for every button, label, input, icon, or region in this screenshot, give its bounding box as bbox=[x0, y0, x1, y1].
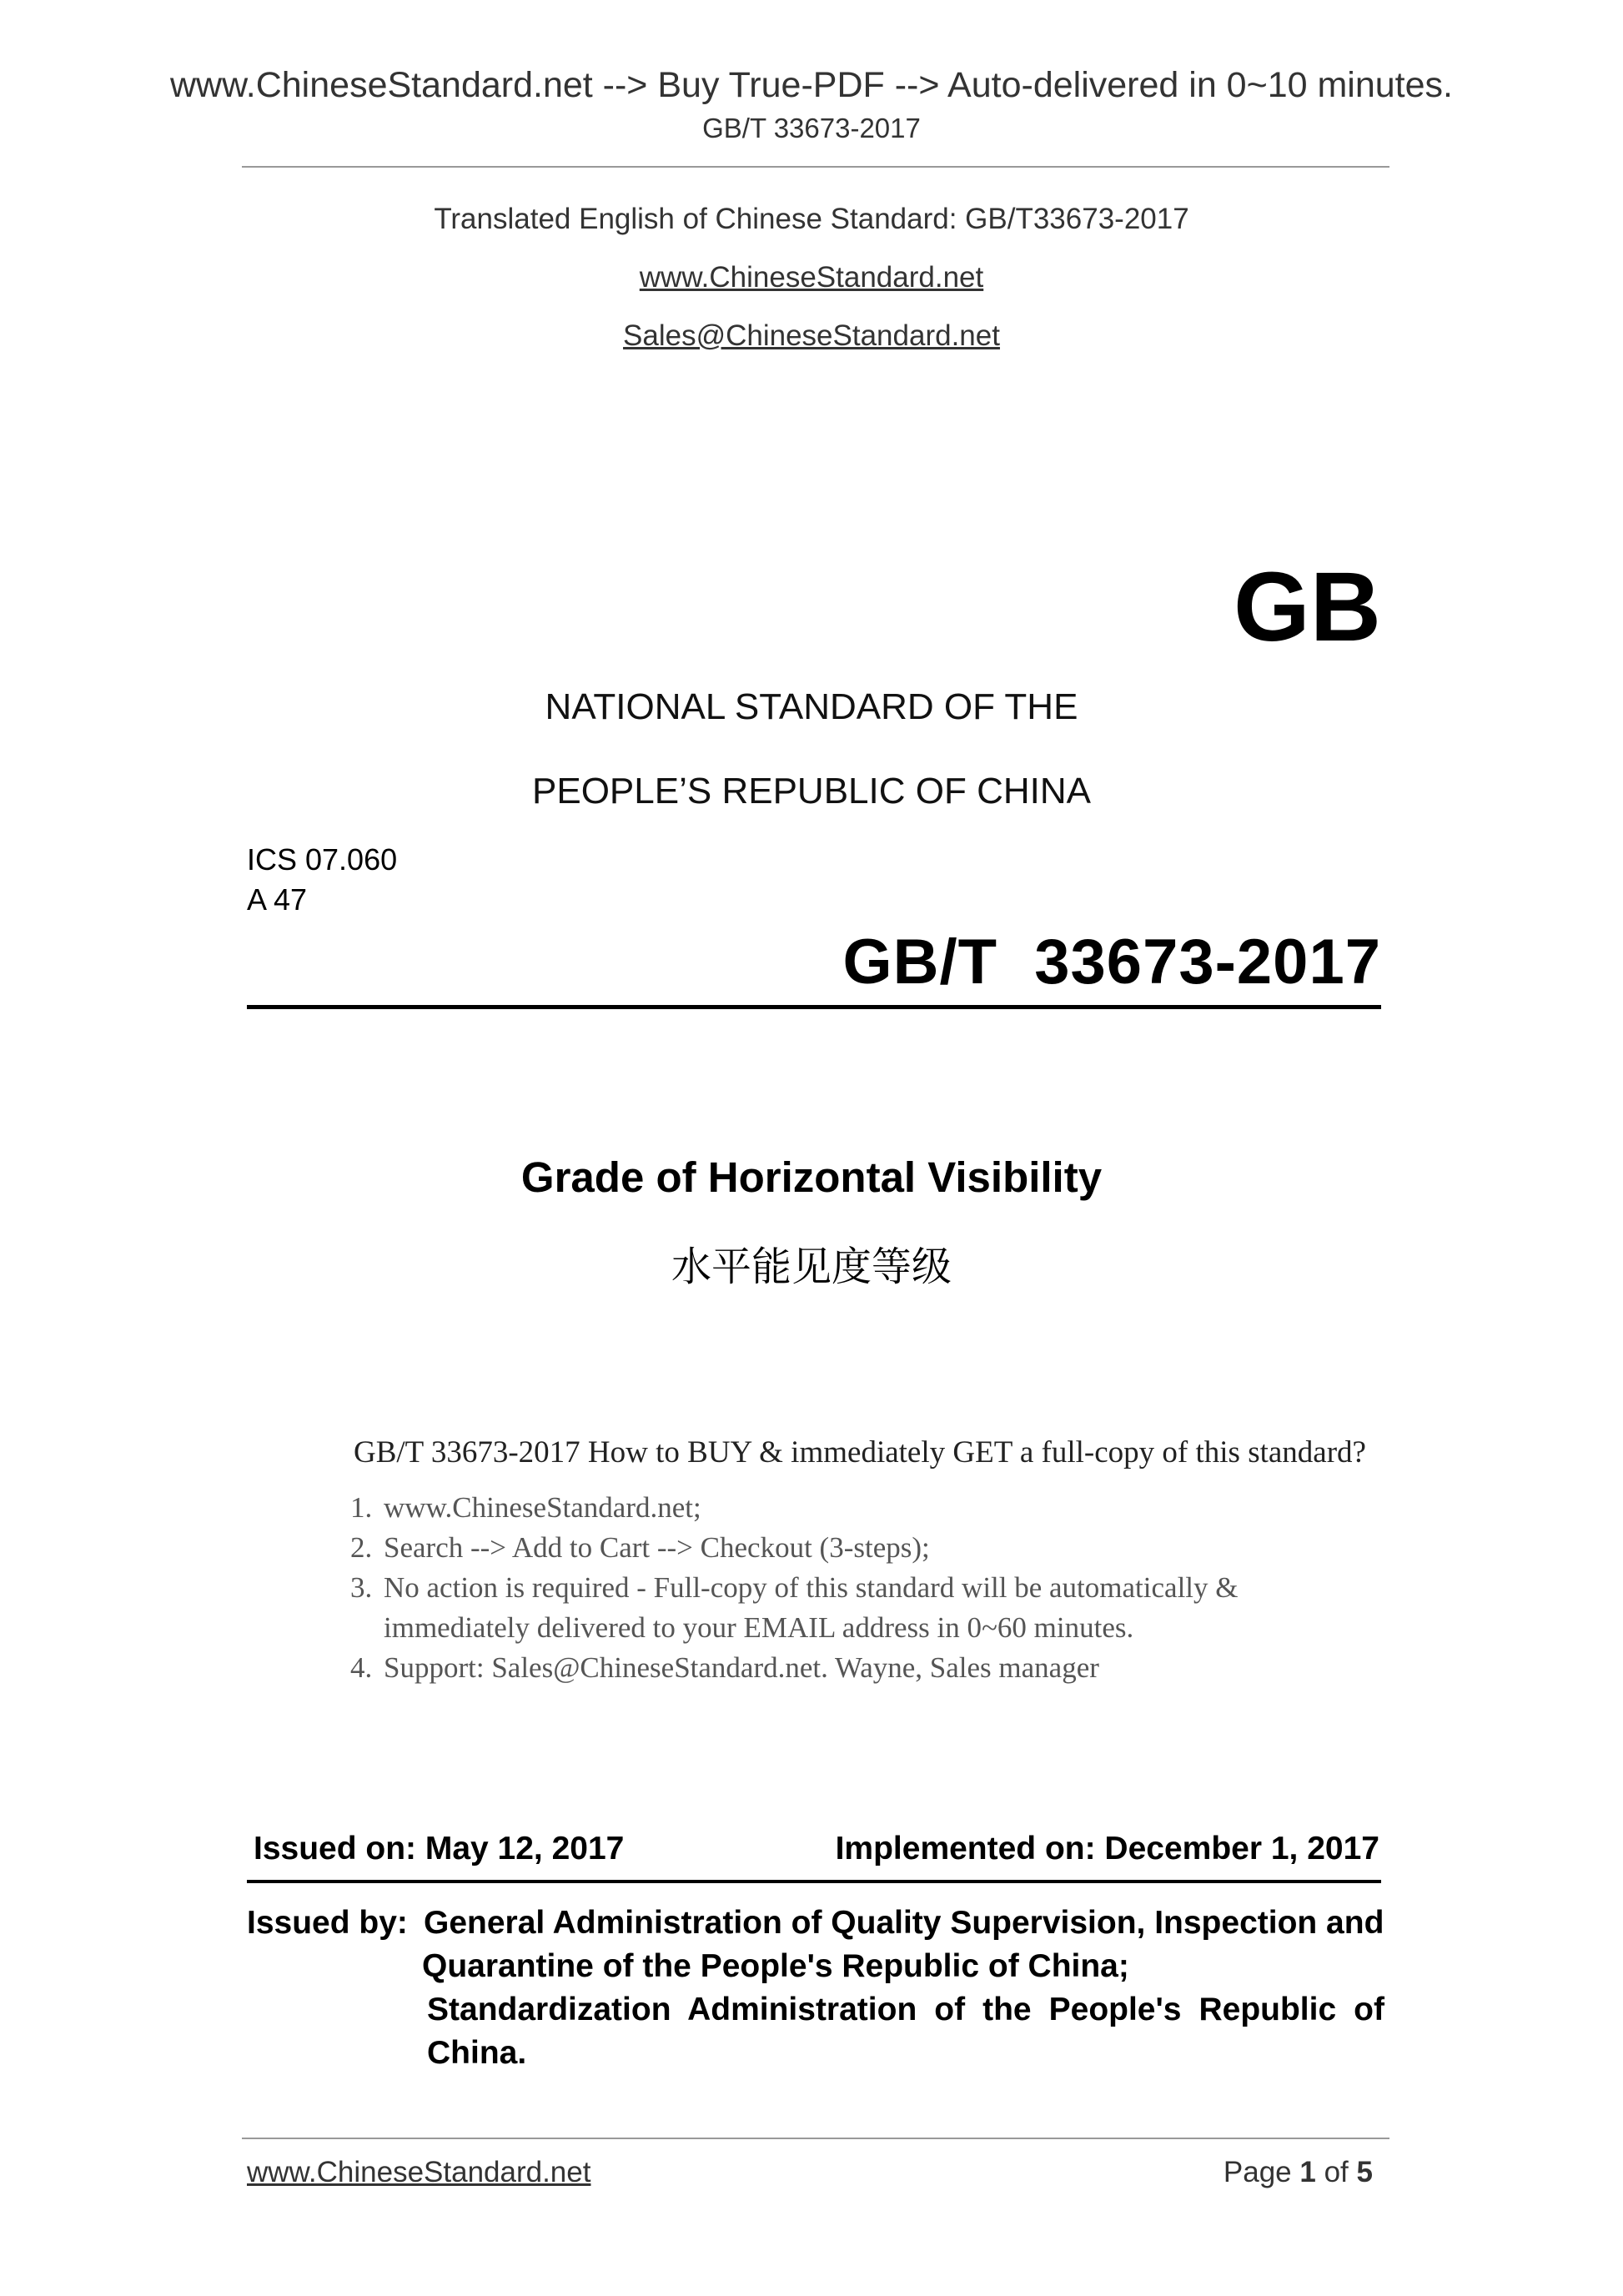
ics-code: ICS 07.060 bbox=[247, 842, 398, 877]
list-item-text: Search --> Add to Cart --> Checkout (3-steps); bbox=[384, 1531, 930, 1564]
list-item bbox=[350, 1488, 1239, 1528]
page-total: 5 bbox=[1356, 2156, 1373, 2188]
page-current: 1 bbox=[1299, 2156, 1316, 2188]
issuer-line: General Administration of Quality Supervision, Inspection and bbox=[424, 1905, 1384, 1941]
list-item-number: 4. bbox=[350, 1651, 373, 1684]
top-banner: www.ChineseStandard.net --> Buy True-PDF --> Auto-delivered in 0~10 minutes. bbox=[169, 65, 1453, 105]
ccs-code: A 47 bbox=[247, 882, 308, 917]
standard-number: GB/T 33673-2017 bbox=[842, 927, 1381, 997]
national-standard-line2: PEOPLE’S REPUBLIC OF CHINA bbox=[532, 771, 1091, 811]
list-item-text: No action is required - Full-copy of this standard will be automatically & bbox=[384, 1571, 1239, 1604]
title-english: Grade of Horizontal Visibility bbox=[520, 1153, 1103, 1201]
list-item bbox=[350, 1648, 1239, 1688]
issuer-line: China. bbox=[427, 2035, 527, 2071]
buy-instructions-title: GB/T 33673-2017 How to BUY & immediately GET a full-copy of this standard? bbox=[354, 1435, 1366, 1470]
list-item bbox=[350, 1528, 1239, 1568]
header-standard-code: GB/T 33673-2017 bbox=[702, 113, 921, 143]
list-item-text: Support: Sales@ChineseStandard.net. Wayne, Sales manager bbox=[384, 1651, 1099, 1684]
list-item-text: www.ChineseStandard.net; bbox=[384, 1491, 701, 1524]
email-link[interactable]: Sales@ChineseStandard.net bbox=[623, 319, 1000, 352]
title-chinese: 水平能见度等级 bbox=[671, 1245, 952, 1289]
list-item-number: 3. bbox=[350, 1571, 373, 1604]
issued-by-label: Issued by: bbox=[247, 1905, 408, 1941]
list-item-text-continued: immediately delivered to your EMAIL address in 0~60 minutes. bbox=[384, 1611, 1134, 1644]
issued-date: Issued on: May 12, 2017 bbox=[254, 1831, 625, 1866]
standard-number-rule bbox=[247, 1005, 1381, 1009]
list-item-number: 2. bbox=[350, 1531, 373, 1564]
buy-instructions-list bbox=[350, 1488, 1239, 1688]
footer-website-link[interactable]: www.ChineseStandard.net bbox=[247, 2156, 591, 2188]
issuer-line: Quarantine of the People's Republic of China; bbox=[422, 1948, 1129, 1984]
footer-divider bbox=[242, 2138, 1389, 2139]
page-of: of bbox=[1324, 2156, 1349, 2188]
translated-note: Translated English of Chinese Standard: GB/T33673-2017 bbox=[434, 203, 1189, 235]
page-label: Page bbox=[1223, 2156, 1292, 2188]
list-item-number: 1. bbox=[350, 1491, 373, 1524]
gb-logo-text: GB bbox=[1234, 552, 1381, 662]
implemented-date: Implemented on: December 1, 2017 bbox=[835, 1831, 1379, 1866]
issuer-line: Standardization Administration of the People's Republic of bbox=[427, 1992, 1384, 2027]
list-item bbox=[350, 1568, 1239, 1648]
dates-rule bbox=[247, 1880, 1381, 1883]
national-standard-line1: NATIONAL STANDARD OF THE bbox=[545, 686, 1078, 727]
page-indicator bbox=[1224, 2156, 1373, 2189]
website-link[interactable]: www.ChineseStandard.net bbox=[639, 261, 984, 294]
header-divider bbox=[242, 166, 1389, 168]
